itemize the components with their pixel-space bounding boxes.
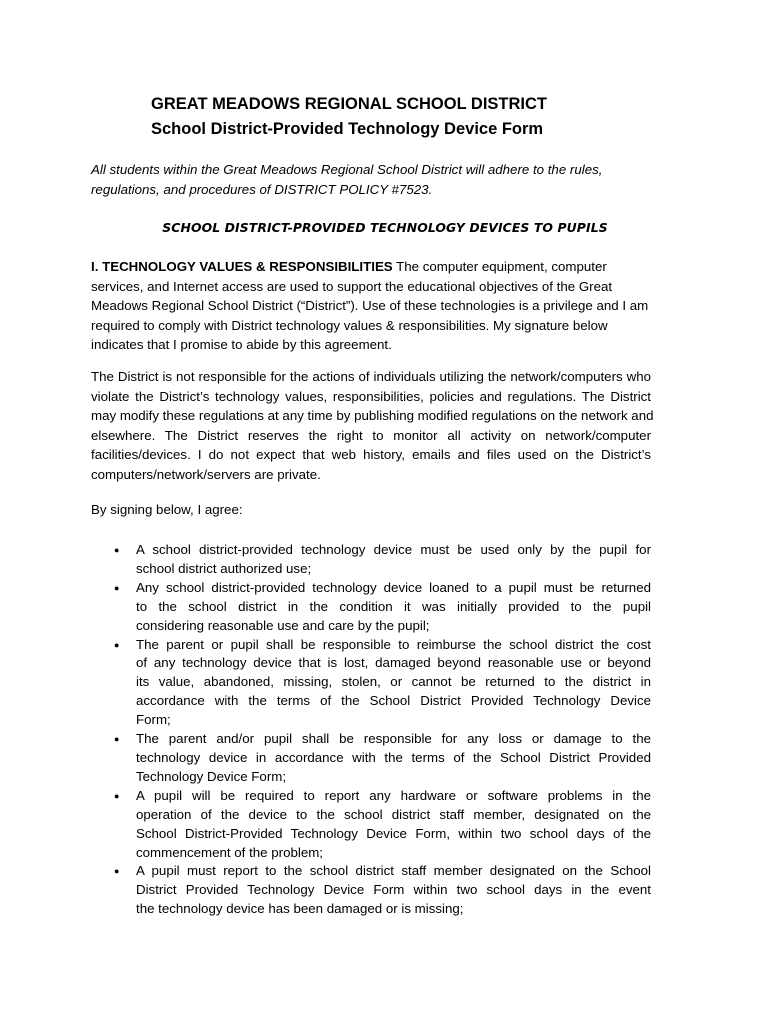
page-title: GREAT MEADOWS REGIONAL SCHOOL DISTRICT: [151, 95, 548, 113]
form-subtitle: School District-Provided Technology Device Form: [151, 120, 544, 138]
list-item-line: commencement of the problem;: [136, 844, 323, 860]
paragraph-text: The computer equipment, computer: [392, 259, 607, 274]
bullet-icon: ●: [114, 639, 120, 650]
values-responsibilities-paragraph: [91, 257, 651, 355]
list-item-line: its value, abandoned, missing, stolen, or cannot be returned to the district in: [136, 674, 651, 690]
list-item-line: Technology Device Form;: [136, 768, 287, 784]
list-item-line: District Provided Technology Device Form within two school days in the event: [136, 882, 651, 898]
list-item-line: Form;: [136, 712, 171, 728]
paragraph-line: Meadows Regional School District (“District”). Use of these technologies is a privilege and I am: [91, 298, 649, 314]
intro-statement: [91, 160, 651, 200]
list-item-line: technology device in accordance with the terms of the School District Provided: [136, 749, 651, 765]
list-item-line: A pupil must report to the school district staff member designated on the School: [136, 863, 651, 879]
list-item-line: to the school district in the condition it was initially provided to the pupil: [136, 598, 651, 614]
list-item: [91, 862, 651, 919]
list-item-line: operation of the device to the school district staff member, designated on the: [136, 806, 651, 822]
list-item-line: A pupil will be required to report any hardware or software problems in the: [136, 787, 651, 803]
bullet-icon: ●: [114, 790, 120, 801]
paragraph-line: indicates that I promise to abide by this agreement.: [91, 337, 392, 353]
list-item-line: The parent and/or pupil shall be responsible for any loss or damage to the: [136, 731, 651, 747]
bullet-icon: ●: [114, 582, 120, 593]
agreement-list: [91, 541, 651, 919]
list-item: [91, 730, 651, 787]
paragraph-line: facilities/devices. I do not expect that web history, emails and files used on the District’s: [91, 447, 651, 463]
list-item-line: considering reasonable use and care by the pupil;: [136, 617, 430, 633]
intro-line: regulations, and procedures of DISTRICT POLICY #7523.: [91, 182, 433, 197]
list-item-line: accordance with the terms of the School District Provided Technology Device: [136, 693, 651, 709]
list-item-line: A school district-provided technology device must be used only by the pupil for: [136, 542, 651, 557]
paragraph-line: violate the District’s technology values, responsibilities, policies and regulations. The District: [91, 388, 651, 404]
list-item-line: the technology device has been damaged or is missing;: [136, 901, 464, 917]
list-item-line: School District-Provided Technology Device Form, within two school days of the: [136, 825, 651, 841]
section-heading: SCHOOL DISTRICT-PROVIDED TECHNOLOGY DEVICES TO PUPILS: [162, 220, 608, 235]
bullet-icon: ●: [114, 545, 120, 555]
list-item: [91, 636, 651, 731]
intro-line: All students within the Great Meadows Regional School District will adhere to the rules,: [91, 162, 603, 177]
list-item: [91, 579, 651, 636]
bullet-icon: ●: [114, 734, 120, 745]
agree-intro: By signing below, I agree:: [91, 502, 243, 517]
paragraph-line: [91, 257, 651, 277]
list-item-line: of any technology device that is lost, damaged beyond reasonable use or beyond: [136, 655, 651, 671]
paragraph-line: required to comply with District technology values & responsibilities. My signature below: [91, 317, 608, 333]
list-item: [91, 787, 651, 863]
disclaimer-paragraph: [91, 367, 654, 485]
section-lead-heading: I. TECHNOLOGY VALUES & RESPONSIBILITIES: [91, 259, 393, 274]
paragraph-line: computers/network/servers are private.: [91, 466, 321, 482]
paragraph-line: services, and Internet access are used to support the educational objectives of the Great: [91, 278, 613, 294]
paragraph-line: elsewhere. The District reserves the right to monitor all activity on network/computer: [91, 427, 651, 443]
paragraph-line: The District is not responsible for the actions of individuals utilizing the network/computers who: [91, 369, 651, 384]
list-item-line: school district authorized use;: [136, 560, 312, 576]
list-item-line: The parent or pupil shall be responsible to reimburse the school district the cost: [136, 636, 651, 652]
paragraph-line: may modify these regulations at any time by publishing modified regulations on the network and: [91, 408, 654, 424]
list-item: [91, 541, 651, 579]
list-item-line: Any school district-provided technology device loaned to a pupil must be returned: [136, 579, 651, 595]
bullet-icon: ●: [114, 866, 120, 877]
